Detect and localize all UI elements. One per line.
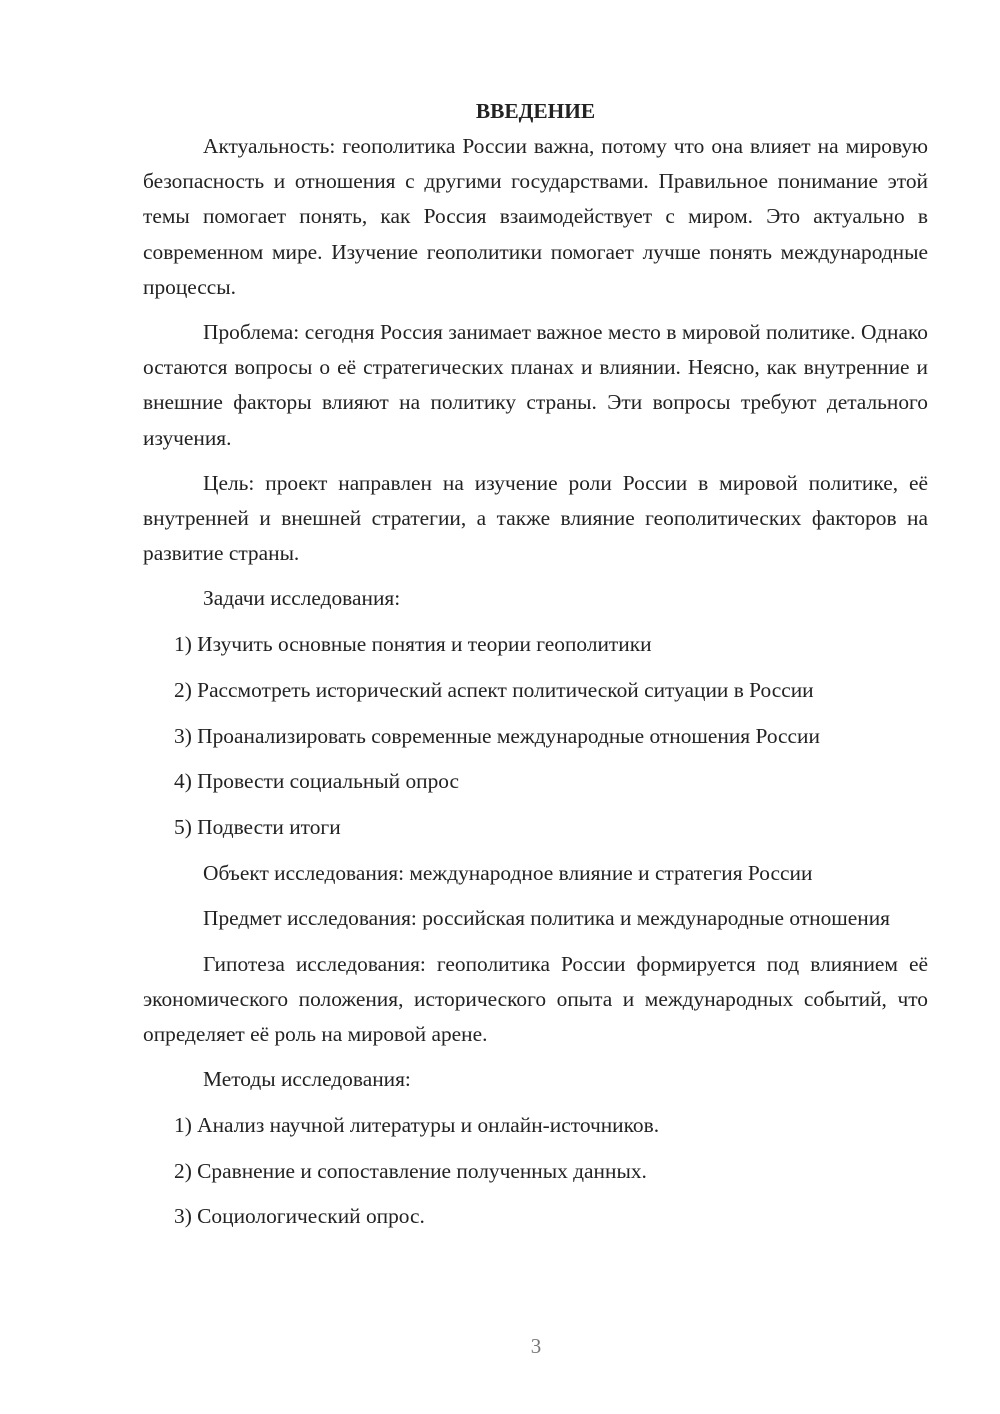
relevance-paragraph: Актуальность: геополитика России важна, потому что она влияет на мировую безопасность и отношения с другими государствами. Правильное понимание этой темы помогает понять, как Россия взаимодействует с миром. Это актуально в современном мире. Изучение геополитики помогает лучше понять международные процессы. xyxy=(143,134,928,299)
tasks-heading: Задачи исследования: xyxy=(203,586,401,611)
subject-paragraph: Предмет исследования: российская политика и международные отношения xyxy=(203,906,890,931)
document-body xyxy=(143,94,928,1245)
goal-paragraph: Цель: проект направлен на изучение роли России в мировой политике, её внутренней и внешней стратегии, а также влияние геополитических факторов на развитие страны. xyxy=(143,470,928,566)
list-item: 4) Провести социальный опрос xyxy=(174,769,460,794)
methods-heading: Методы исследования: xyxy=(203,1067,411,1092)
list-item: 1) Анализ научной литературы и онлайн-источников. xyxy=(174,1112,660,1137)
methods-list xyxy=(143,1108,928,1235)
list-item: 3) Проанализировать современные международные отношения России xyxy=(174,723,820,748)
object-line: Объект исследования: международное влияние и стратегия России xyxy=(203,860,813,885)
problem-paragraph: Проблема: сегодня Россия занимает важное место в мировой политике. Однако остаются вопросы о её стратегических планах и влиянии. Неясно, как внутренние и внешние факторы влияют на политику страны. Эти вопросы требуют детального изучения. xyxy=(143,320,928,450)
page-title: ВВЕДЕНИЕ xyxy=(475,99,596,123)
tasks-list xyxy=(143,627,928,845)
page-number: 3 xyxy=(530,1334,542,1358)
list-item: 5) Подвести итоги xyxy=(174,814,341,839)
list-item: 2) Сравнение и сопоставление полученных данных. xyxy=(174,1158,647,1183)
list-item: 3) Социологический опрос. xyxy=(174,1204,425,1229)
list-item: 1) Изучить основные понятия и теории геополитики xyxy=(174,632,652,657)
list-item: 2) Рассмотреть исторический аспект политической ситуации в России xyxy=(174,677,814,702)
hypothesis-paragraph: Гипотеза исследования: геополитика России формируется под влиянием её экономического положения, исторического опыта и международных событий, что определяет её роль на мировой арене. xyxy=(143,951,928,1046)
